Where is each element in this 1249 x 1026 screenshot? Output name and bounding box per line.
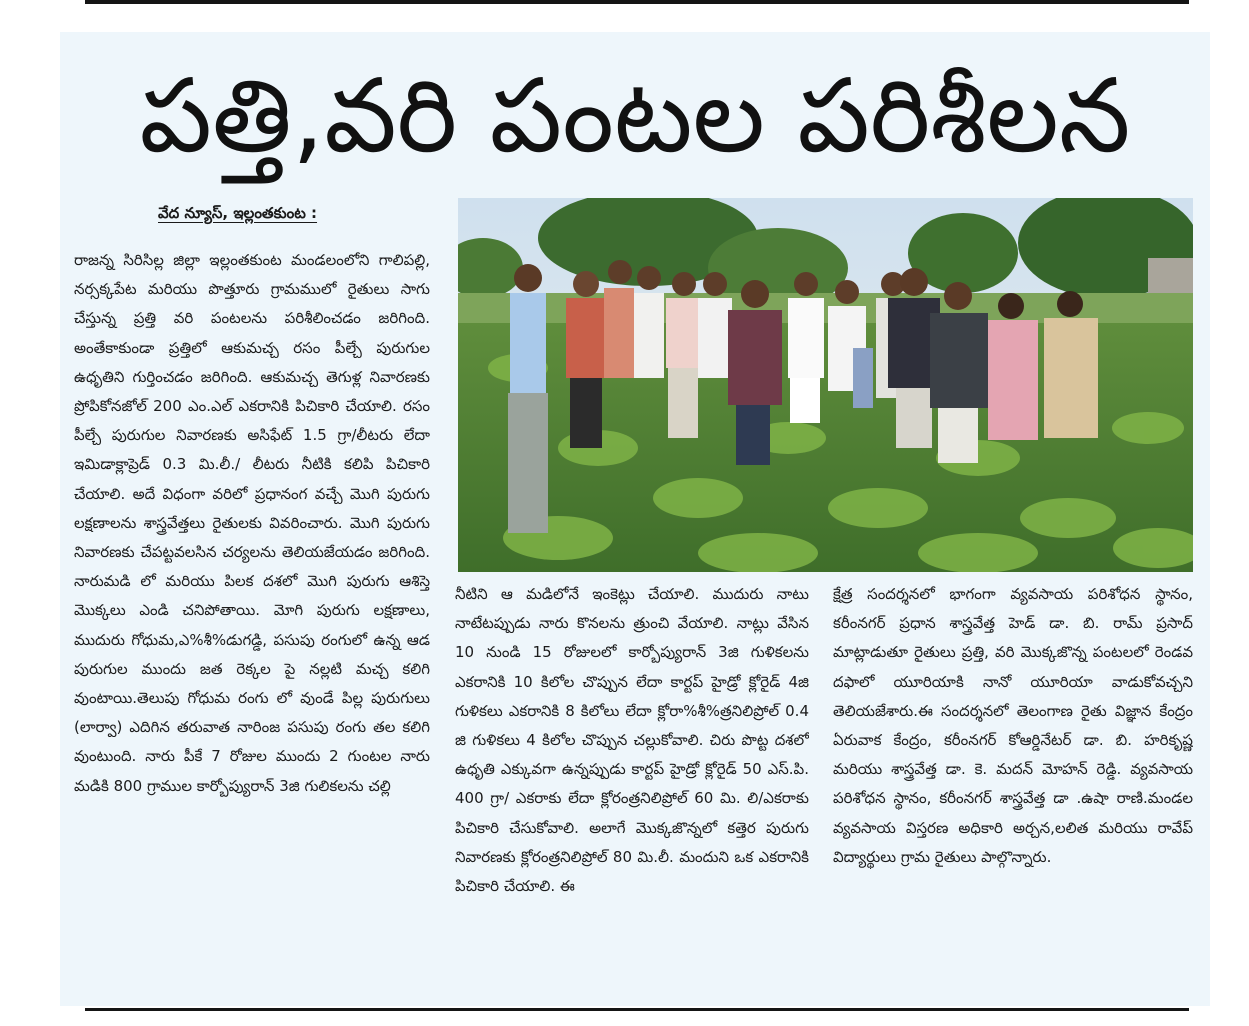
article-column-3: క్షేత్ర సందర్శనలో భాగంగా వ్యవసాయ పరిశోధన స్థానం, కరీంనగర్ ప్రధాన శాస్త్రవేత్త హెడ్ డా. బి. రామ్ ప్రసాద్ మాట్లాడుతూ రైతులు ప్రత్తి, వరి మొక్కజొన్న పంటలలో రెండవ దఫాలో యూరియాకి నానో యూరియా వాడుకోవచ్చని తెలియజేశారు.ఈ సందర్శనలో తెలంగాణ రైతు విజ్ఞాన కేంద్రం ఏరువాక కేంద్రం, కరీంనగర్ కోఆర్డినేటర్ డా. బి. హరికృష్ణ మరియు శాస్త్రవేత్త డా. కె. మదన్ మోహన్ రెడ్డి. వ్యవసాయ పరిశోధన స్థానం, కరీంనగర్ శాస్త్రవేత్త డా .ఉషా రాణి.మండల వ్యవసాయ విస్తరణ అధికారి అర్చన,లలిత మరియు రావేప్ విద్యార్థులు గ్రామ రైతులు పాల్గొన్నారు. xyxy=(833,585,1193,866)
bottom-rule xyxy=(85,1008,1189,1011)
field-visit-photo xyxy=(458,198,1193,572)
field-visit-photo-graphic xyxy=(458,198,1193,572)
article-column-1: రాజన్న సిరిసిల్ల జిల్లా ఇల్లంతకుంట మండలంలోని గాలిపల్లి, నర్సక్కపేట మరియు పొత్తూరు గ్రామములో రైతులు సాగు చేస్తున్న ప్రత్తి వరి పంటలను పరిశీలించడం జరిగింది. అంతేకాకుండా ప్రత్తిలో ఆకుమచ్చ రసం పీల్చే పురుగుల ఉధృతిని గుర్తించడం జరిగింది. ఆకుమచ్చ తెగుళ్ల నివారణకు ప్రోపికోనజోల్ 200 ఎం.ఎల్ ఎకరానికి పిచికారి చేయాలి. రసం పీల్చే పురుగుల నివారణకు అసిఫేట్ 1.5 గ్రా/లీటరు లేదా ఇమిడాక్లాప్రెడ్ 0.3 మి.లీ./ లీటరు నీటికి కలిపి పిచికారి చేయాలి. అదే విధంగా వరిలో ప్రధానంగ వచ్చే మొగి పురుగు లక్షణాలను శాస్త్రవేత్తలు రైతులకు వివరించారు. మొగి పురుగు నివారణకు చేపట్టవలసిన చర్యలను తెలియజేయడం జరిగింది. నారుమడి లో మరియు పిలక దశలో మొగి పురుగు ఆశిస్తె మొక్కలు ఎండి చనిపోతాయి. మోగి పురుగు లక్షణాలు, ముదురు గోధుమ,ఎ%శీ%డుగడ్డి, పసుపు రంగులో ఉన్న ఆడ పురుగుల ముందు జత రెక్కల పై నల్లటి మచ్చ కలిగి వుంటాయి.తెలుపు గోధుమ రంగు లో వుండే పిల్ల పురుగులు (లార్వా) ఎదిగిన తరువాత నారింజ పసుపు రంగు తల కలిగి వుంటుంది. నారు పీకే 7 రోజుల ముందు 2 గుంటల నారు మడికి 800 గ్రాముల కార్బోప్యురాన్ 3జి గులికలను చల్లి xyxy=(74,251,430,795)
article-column-2: నీటిని ఆ మడిలోనే ఇంకెట్లు చేయాలి. ముదురు నాటు నాటేటప్పుడు నారు కొనలను త్రుంచి వేయాలి. నాట్లు వేసిన 10 నుండి 15 రోజులలో కార్బోప్యురాన్ 3జి గుళికలను ఎకరానికి 10 కిలోల చొప్పున లేదా కార్టప్ హైడ్రో క్లోరైడ్ 4జి గుళికలు ఎకరానికి 8 కిలోలు లేదా క్లోరా%శీ%త్రనిలిప్రోల్ 0.4 జి గుళికలు 4 కిలోల చొప్పున చల్లుకోవాలి. చిరు పొట్ట దశలో ఉధృతి ఎక్కువగా ఉన్నప్పుడు కార్టప్ హైడ్రో క్లోరైడ్ 50 ఎస్.పి. 400 గ్రా/ ఎకరాకు లేదా క్లోరంత్రనిలిప్రోల్ 60 మి. లి/ఎకరాకు పిచికారి చేసుకోవాలి. అలాగే మొక్కజొన్నలో కత్తెర పురుగు నివారణకు క్లోరంత్రనిలిప్రోల్ 80 మి.లీ. మందుని ఒక ఎకరానికి పిచికారి చేయాలి. ఈ xyxy=(455,585,809,896)
headline: పత్తి,వరి పంటల పరిశీలన xyxy=(139,57,1131,176)
top-rule xyxy=(85,0,1189,4)
news-article xyxy=(60,32,1210,1006)
byline: వేద న్యూస్, ఇల్లంతకుంట : xyxy=(158,204,318,222)
